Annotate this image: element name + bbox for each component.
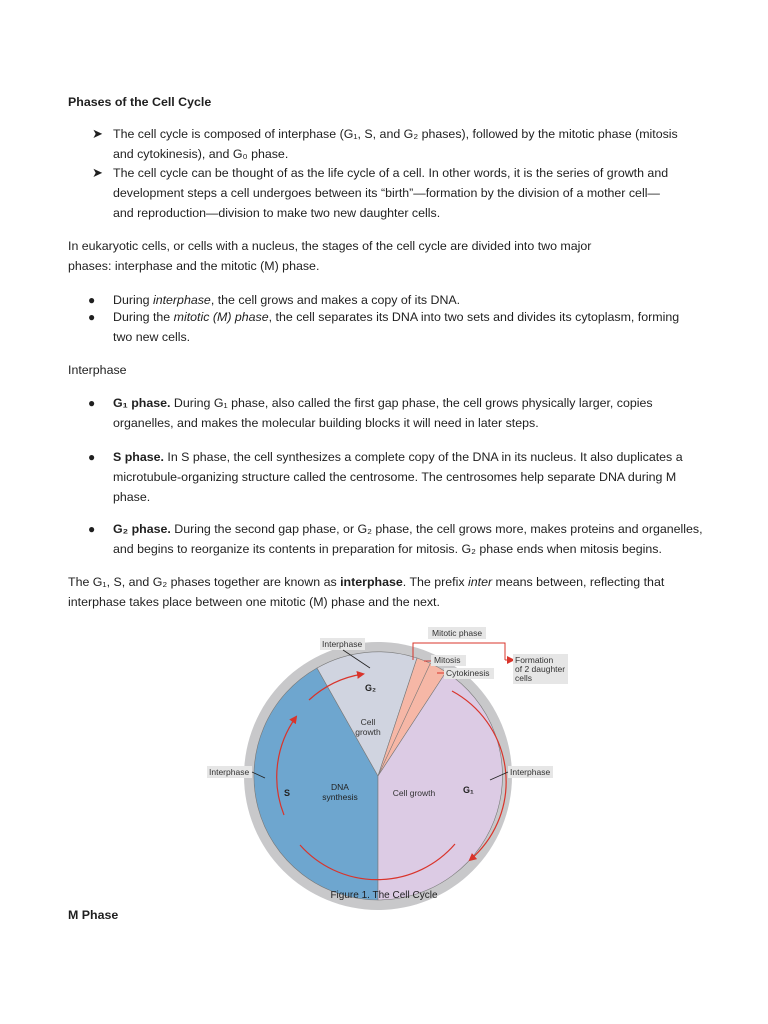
text-run: During G₁ phase, also called the first gap phase, the cell grows physically larger, copies — [170, 396, 653, 410]
text-run: , the cell grows and makes a copy of its DNA. — [210, 293, 461, 307]
emphasis-text: interphase — [152, 293, 211, 307]
interphase-left-label: Interphase — [209, 767, 250, 777]
cell-cycle-diagram — [200, 620, 570, 910]
text-line: phase. — [113, 490, 151, 504]
bullet-list-item — [88, 447, 728, 507]
text-line: and begins to reorganize its contents in preparation for mitosis. G₂ phase ends when mitosis begins. — [113, 542, 662, 556]
text-line: The cell cycle can be thought of as the life cycle of a cell. In other words, it is the series of growth and — [113, 166, 669, 180]
emphasis-text: inter — [467, 575, 493, 589]
dna-synthesis-label: DNA — [331, 782, 349, 792]
text-run: During — [113, 293, 153, 307]
text-line: two new cells. — [113, 330, 191, 344]
interphase-top-label: Interphase — [322, 639, 363, 649]
mitosis-label: Mitosis — [434, 655, 461, 665]
formation-label: of 2 daughter — [515, 664, 566, 674]
bullet-icon: ● — [88, 396, 96, 410]
text-line: development steps a cell undergoes between its “birth”—formation by the division of a mother cell— — [113, 186, 660, 200]
text-run: means between, reflecting that — [492, 575, 665, 589]
intro-paragraph — [68, 236, 728, 276]
bold-text: interphase — [340, 575, 403, 589]
phase-name: G₂ phase. — [113, 522, 171, 536]
figure-caption: Figure 1. The Cell Cycle — [330, 890, 438, 901]
text-line: The cell cycle is composed of interphase (G₁, S, and G₂ phases), followed by the mitotic phase (mitosis — [113, 127, 678, 141]
text-line: phases: interphase and the mitotic (M) phase. — [68, 259, 320, 273]
bullet-icon: ● — [88, 450, 96, 464]
s-ring-label: S — [284, 788, 291, 798]
text-line: interphase takes place between one mitotic (M) phase and the next. — [68, 595, 440, 609]
bullet-icon: ● — [88, 293, 96, 307]
dna-synthesis-label: synthesis — [322, 792, 358, 802]
g1-ring-label: G₁ — [463, 785, 474, 795]
g2-ring-label: G₂ — [365, 683, 376, 693]
text-line: and reproduction—division to make two new daughter cells. — [113, 206, 441, 220]
page-title: Phases of the Cell Cycle — [68, 95, 212, 109]
phase-name: G₁ phase. — [113, 396, 171, 410]
summary-paragraph — [68, 572, 728, 612]
bullet-icon: ● — [88, 522, 96, 536]
cytokinesis-label: Cytokinesis — [446, 668, 490, 678]
interphase-right-label: Interphase — [510, 767, 551, 777]
cell-growth-top-label: Cell — [360, 717, 376, 727]
emphasis-text: mitotic (M) phase — [173, 310, 269, 324]
arrow-list-item — [92, 163, 732, 223]
phase-name: S phase. — [113, 450, 164, 464]
text-line: organelles, and makes the molecular building blocks it will need in later steps. — [113, 416, 539, 430]
text-run: . The prefix — [402, 575, 468, 589]
formation-label: cells — [515, 673, 533, 683]
cell-growth-top-label: growth — [355, 727, 381, 737]
text-run: The G₁, S, and G₂ phases together are known as — [68, 575, 341, 589]
text-run: In S phase, the cell synthesizes a complete copy of the DNA in its nucleus. It also duplicates a — [163, 450, 683, 464]
section-heading-m-phase: M Phase — [68, 908, 119, 922]
mitotic-phase-label: Mitotic phase — [432, 628, 483, 638]
arrow-list-item — [92, 124, 732, 164]
bullet-list-item — [88, 307, 728, 347]
text-run: During the second gap phase, or G₂ phase, the cell grows more, makes proteins and organelles, — [170, 522, 703, 536]
text-line: and cytokinesis), and G₀ phase. — [113, 147, 289, 161]
bullet-list-item — [88, 393, 728, 433]
bullet-icon: ● — [88, 310, 96, 324]
text-run: During the — [113, 310, 174, 324]
arrowhead-bullet-icon: ➤ — [92, 165, 103, 180]
text-run: , the cell separates its DNA into two sets and divides its cytoplasm, forming — [268, 310, 680, 324]
bullet-list-item — [88, 519, 728, 559]
formation-label: Formation — [515, 655, 554, 665]
cell-growth-right-label: Cell growth — [392, 788, 436, 798]
text-line: microtubule-organizing structure called the centrosome. The centrosomes help separate DNA during M — [113, 470, 677, 484]
text-line: In eukaryotic cells, or cells with a nucleus, the stages of the cell cycle are divided into two major — [68, 239, 592, 253]
arrowhead-bullet-icon: ➤ — [92, 126, 103, 141]
section-heading-interphase: Interphase — [68, 363, 127, 377]
